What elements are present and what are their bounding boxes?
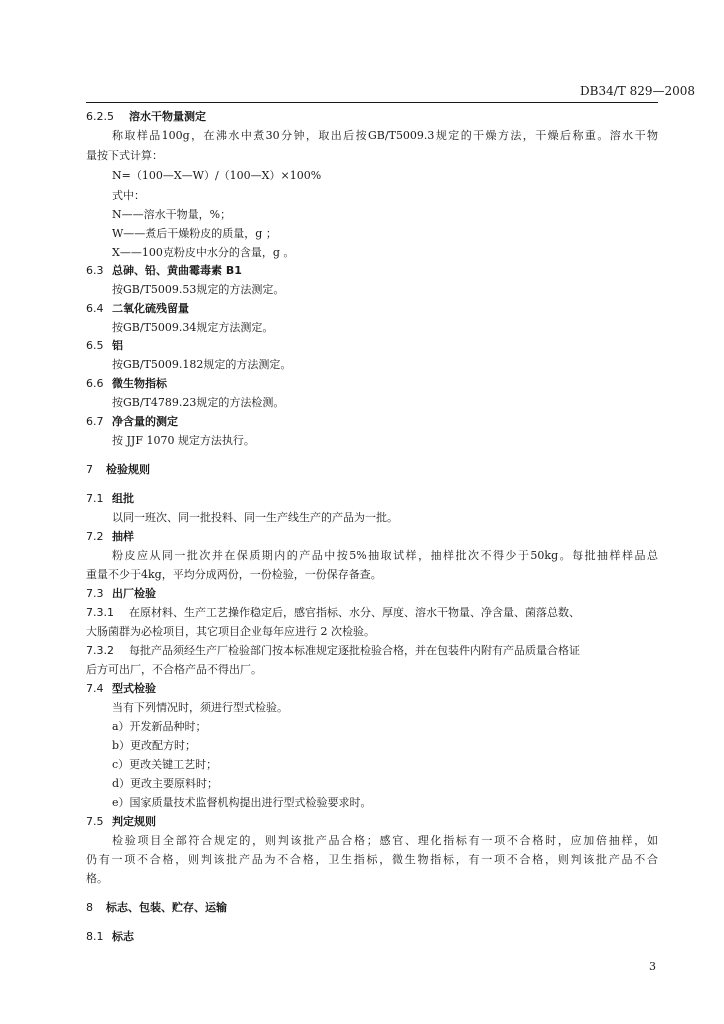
chapter-8-heading [86,898,227,918]
section-number: 6.7 [86,415,104,428]
paragraph-line: 在原材料、生产工艺操作稳定后，感官指标、水分、厚度、溶水干物量、净含量、菌落总数、 [129,606,580,619]
paragraph-line: 粉皮应从同一批次并在保质期内的产品中按5%抽取试样，抽样批次不得少于50kg。每批抽样样品总 [112,549,658,562]
section-6-2-5-heading [86,107,206,127]
formula: N=（100—X—W）/（100—X）×100% [112,169,322,182]
paragraph-line: 按GB/T4789.23规定的方法检测。 [112,396,285,409]
section-7-5-heading [86,812,156,832]
section-title: 组批 [112,492,134,505]
section-6-6-heading [86,374,167,394]
list-item: e）国家质量技术监督机构提出进行型式检验要求时。 [112,796,372,809]
section-number: 6.4 [86,302,104,315]
section-title: 出厂检验 [112,587,156,600]
section-number: 6.2.5 [86,110,114,123]
section-title: 判定规则 [112,815,156,828]
variable-definition: N——溶水干物量，%； [112,208,232,221]
section-6-4-heading [86,299,189,319]
clause-number: 7.3.2 [86,644,114,657]
section-title: 标志 [112,930,134,943]
section-number: 7.3 [86,587,104,600]
clause-7-3-2 [86,641,658,661]
paragraph-line: 仍有一项不合格，则判该批产品为不合格，卫生指标，微生物指标，有一项不合格，则判该批产品不合 [86,853,658,866]
section-number: 7.4 [86,682,104,695]
paragraph-line: 称取样品100g，在沸水中煮30分钟，取出后按GB/T5009.3规定的干燥方法，干燥后称重。溶水干物 [112,129,658,142]
section-number: 6.6 [86,377,104,390]
formula-where: 式中： [112,189,145,202]
list-item: b）更改配方时； [112,739,197,752]
section-title: 净含量的测定 [112,415,178,428]
list-item: c）更改关键工艺时； [112,758,218,771]
chapter-number: 7 [86,463,93,476]
paragraph-line: 重量不少于4kg，平均分成两份，一份检验，一份保存备查。 [86,568,382,581]
document-code-header: DB34/T 829—2008 [580,84,696,98]
paragraph-line: 按 JJF 1070 规定方法执行。 [112,434,255,447]
section-number: 7.5 [86,815,104,828]
section-title: 二氧化硫残留量 [112,302,189,315]
paragraph-line: 每批产品须经生产厂检验部门按本标准规定逐批检验合格，并在包装件内附有产品质量合格证 [129,644,580,657]
paragraph-line: 按GB/T5009.34规定方法测定。 [112,321,274,334]
list-item: a）开发新品种时； [112,720,207,733]
section-number: 6.3 [86,264,104,277]
section-6-7-heading [86,412,178,432]
chapter-title: 检验规则 [106,463,150,476]
section-number: 8.1 [86,930,104,943]
header-rule [86,102,658,103]
paragraph-line: 后方可出厂，不合格产品不得出厂。 [86,663,262,676]
section-number: 7.2 [86,530,104,543]
paragraph-line: 按GB/T5009.182规定的方法测定。 [112,358,292,371]
paragraph-line: 大肠菌群为必检项目，其它项目企业每年应进行 2 次检验。 [86,625,375,638]
section-number: 7.1 [86,492,104,505]
section-6-3-heading [86,261,242,281]
section-number: 6.5 [86,339,104,352]
page-number: 3 [649,960,656,973]
chapter-7-heading [86,460,150,480]
section-7-2-heading [86,527,134,547]
section-title: 总砷、铅、黄曲霉毒素 B1 [112,264,242,277]
paragraph-line: 格。 [86,872,108,885]
paragraph-line: 量按下式计算： [86,149,163,162]
section-8-1-heading [86,927,134,947]
section-6-5-heading [86,336,123,356]
paragraph-line: 按GB/T5009.53规定的方法测定。 [112,283,285,296]
variable-definition: X——100克粉皮中水分的含量，g 。 [112,246,295,259]
section-7-3-heading [86,584,156,604]
section-title: 溶水干物量测定 [129,110,206,123]
paragraph-line: 以同一班次、同一批投料、同一生产线生产的产品为一批。 [112,511,398,524]
section-title: 型式检验 [112,682,156,695]
section-title: 微生物指标 [112,377,167,390]
section-title: 抽样 [112,530,134,543]
variable-definition: W——煮后干燥粉皮的质量，g ； [112,227,277,240]
clause-number: 7.3.1 [86,606,114,619]
chapter-number: 8 [86,901,93,914]
section-7-1-heading [86,489,134,509]
chapter-title: 标志、包装、贮存、运输 [106,901,227,914]
paragraph-line: 当有下列情况时，须进行型式检验。 [112,701,288,714]
paragraph-line: 检验项目全部符合规定的，则判该批产品合格；感官、理化指标有一项不合格时，应加倍抽样，如 [112,834,658,847]
section-7-4-heading [86,679,156,699]
section-title: 铝 [112,339,123,352]
list-item: d）更改主要原料时； [112,777,219,790]
clause-7-3-1 [86,603,658,623]
